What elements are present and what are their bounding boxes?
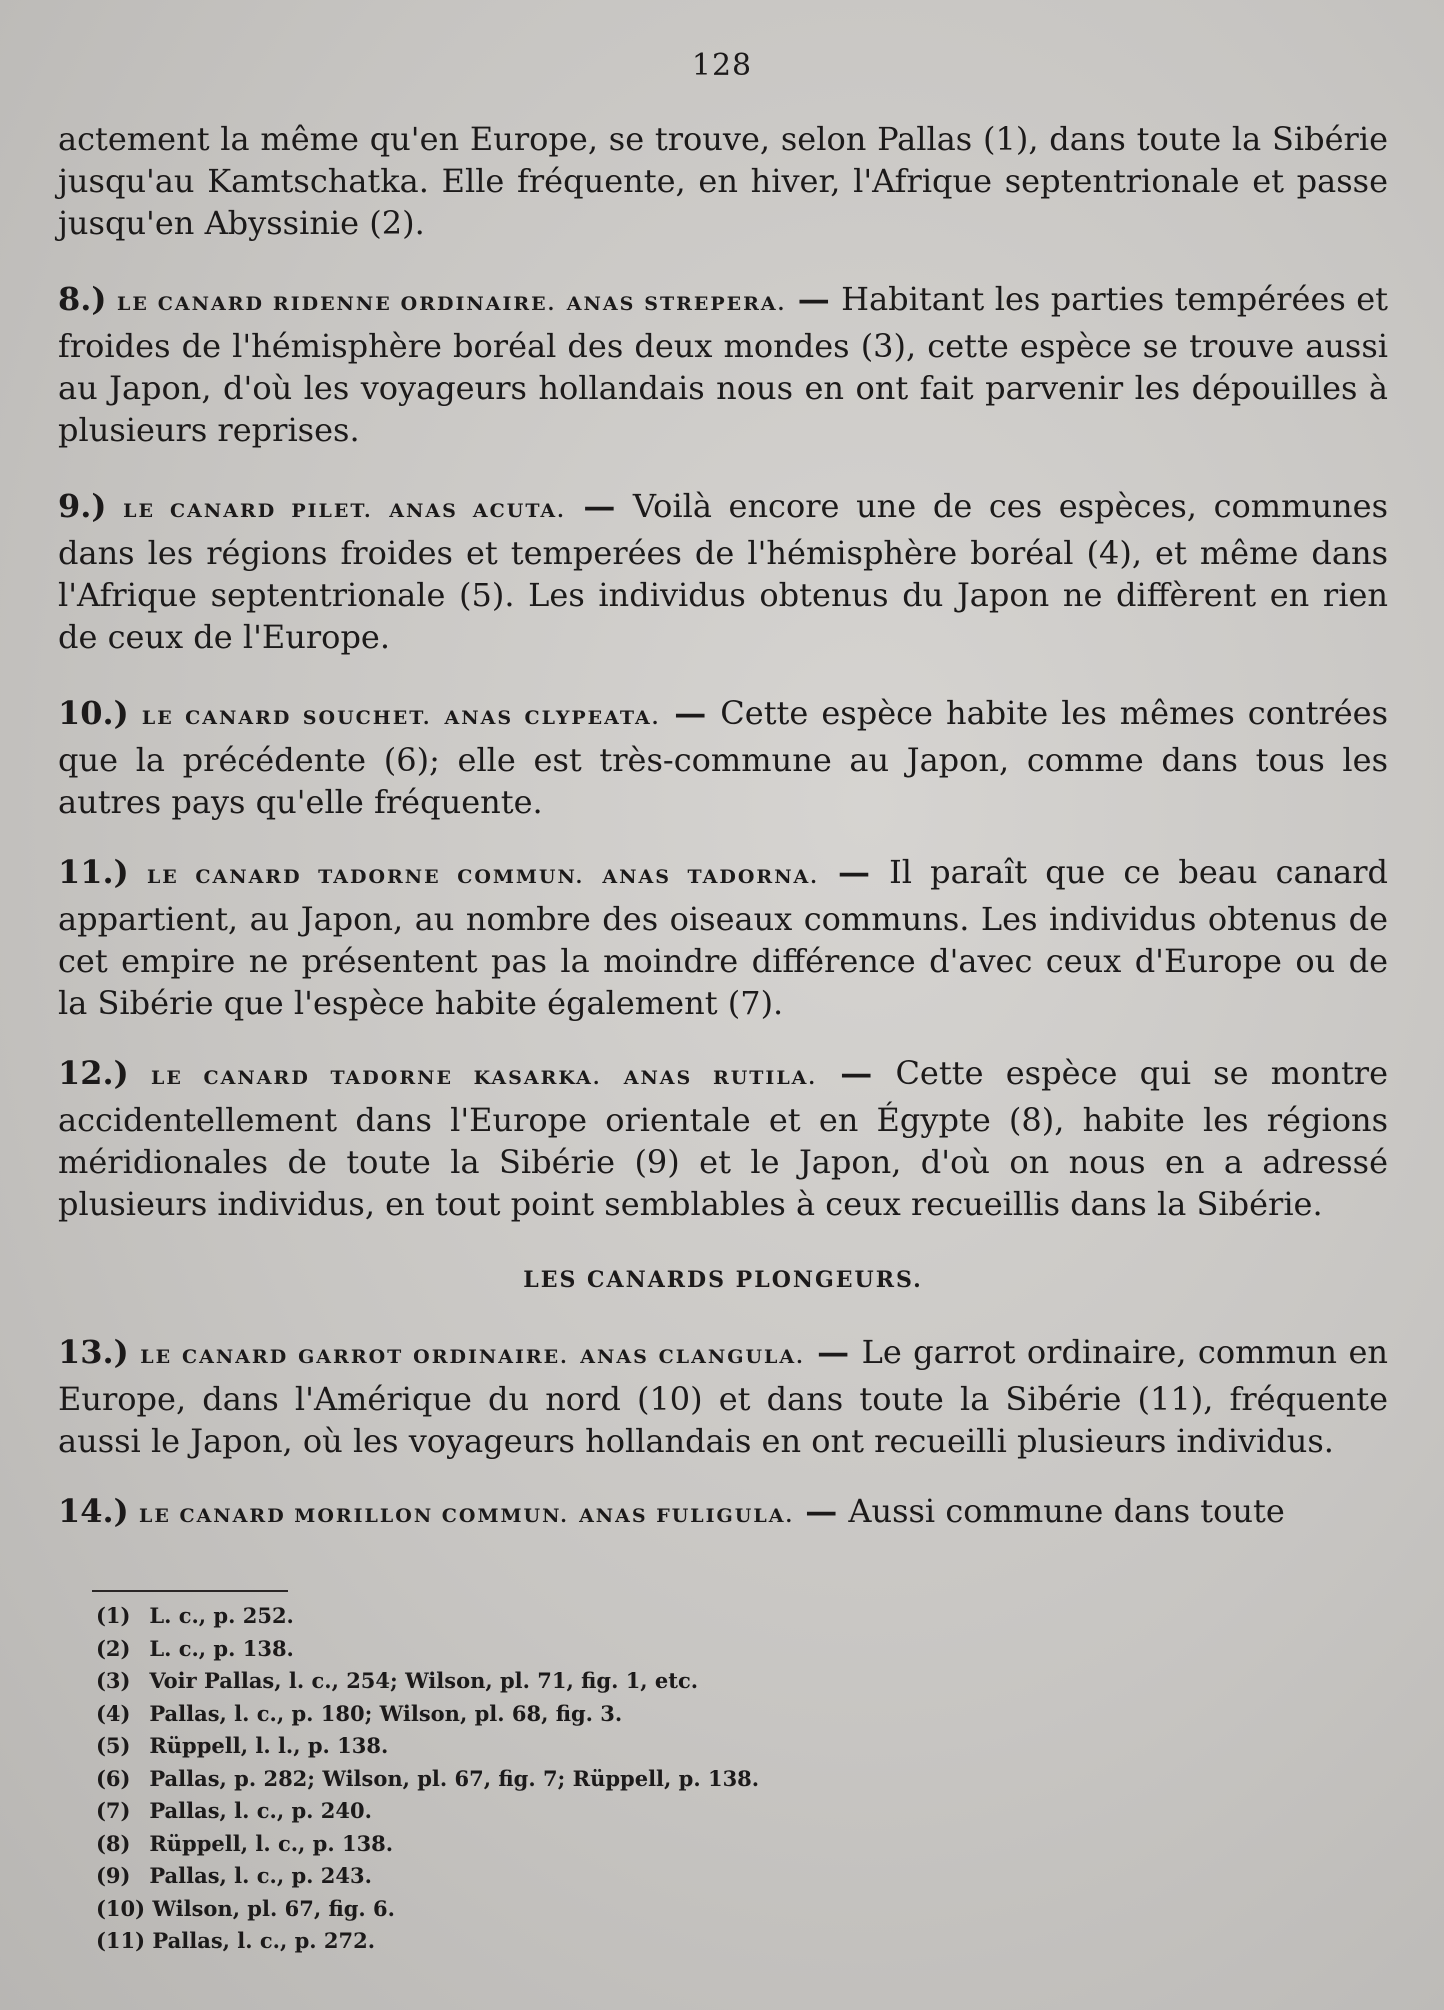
- footnote-number: (8): [96, 1830, 131, 1856]
- species-entry-14: [58, 1490, 1388, 1537]
- species-name: LE CANARD GARROT ORDINAIRE.: [140, 1346, 569, 1368]
- paragraph-text: Cette espèce habite les mêmes contrées que la précédente (6); elle est très-commune au Japon, comme dans tous les autres pays qu'elle fréquente.: [58, 694, 1389, 821]
- footnote: [96, 1925, 996, 1958]
- dash: —: [794, 1492, 849, 1530]
- species-entry-13: [58, 1331, 1388, 1462]
- footnotes: [96, 1600, 996, 1958]
- entry-number: 8.): [58, 280, 107, 318]
- footnote-number: (3): [96, 1668, 131, 1693]
- paragraph-text: Voilà encore une de ces espèces, communes dans les régions froides et temperées de l'hémisphère boréal (4), et même dans l'Afrique septentrionale (5). Les individus obtenus du Japon ne diffèrent en rien de ceux de l'Europe.: [58, 487, 1389, 656]
- footnote-text: Pallas, l. c., p. 180; Wilson, pl. 68, fig. 3.: [149, 1700, 623, 1726]
- latin-name: ANAS CLANGULA.: [580, 1346, 805, 1368]
- species-entry-8: [58, 278, 1388, 451]
- species-entry-11: [58, 851, 1388, 1024]
- footnote-number: (4): [96, 1700, 131, 1726]
- footnote-number: (10): [96, 1895, 146, 1921]
- main-text: [58, 118, 1388, 1537]
- entry-number: 12.): [58, 1054, 129, 1092]
- dash: —: [817, 1054, 896, 1092]
- latin-name: ANAS CLYPEATA.: [444, 707, 661, 729]
- species-name: LE CANARD TADORNE COMMUN.: [146, 866, 585, 888]
- species-name: LE CANARD TADORNE KASARKA.: [151, 1067, 602, 1089]
- footnote-text: L. c., p. 138.: [149, 1635, 294, 1661]
- footnote: [96, 1698, 996, 1731]
- footnote: [96, 1730, 996, 1763]
- footnote-rule: [92, 1590, 288, 1592]
- footnote-text: Pallas, l. c., p. 272.: [152, 1928, 376, 1953]
- entry-number: 11.): [58, 853, 129, 891]
- species-name: LE CANARD SOUCHET.: [141, 707, 432, 729]
- paragraph-text: Cette espèce qui se montre accidentellement dans l'Europe orientale et en Égypte (8), habite les régions méridionales de toute la Sibérie (9) et le Japon, d'où on nous en a adressé plusieurs individus, en tout point semblables à ceux recueillis dans la Sibérie.: [58, 1054, 1389, 1223]
- footnote-text: Pallas, l. c., p. 240.: [149, 1798, 372, 1823]
- species-entry-12: [58, 1052, 1388, 1225]
- paragraph-text: Il paraît que ce beau canard appartient, au Japon, au nombre des oiseaux communs. Les individus obtenus de cet empire ne présentent pas la moindre différence d'avec ceux d'Europe ou de la Sibérie que l'espèce habite également (7).: [58, 853, 1389, 1022]
- species-entry-9: [58, 485, 1388, 658]
- paragraph-text: actement la même qu'en Europe, se trouve, selon Pallas (1), dans toute la Sibérie jusqu'au Kamtschatka. Elle fréquente, en hiver, l'Afrique septentrionale et passe jusqu'en Abyssinie (2).: [58, 120, 1388, 242]
- dash: —: [786, 280, 842, 318]
- footnote: [96, 1795, 996, 1828]
- footnote: [96, 1828, 996, 1861]
- species-name: LE CANARD PILET.: [123, 500, 373, 522]
- dash: —: [818, 853, 890, 891]
- latin-name: ANAS ACUTA.: [389, 500, 566, 522]
- footnote-text: Wilson, pl. 67, fig. 6.: [152, 1895, 395, 1921]
- species-name: LE CANARD RIDENNE ORDINAIRE.: [117, 293, 557, 315]
- paragraph-text: Aussi commune dans toute: [848, 1492, 1285, 1530]
- footnote-text: Rüppell, l. l., p. 138.: [149, 1733, 389, 1758]
- footnote-text: Pallas, p. 282; Wilson, pl. 67, fig. 7; Rüppell, p. 138.: [149, 1765, 760, 1791]
- footnote-text: Voir Pallas, l. c., 254; Wilson, pl. 71, fig. 1, etc.: [149, 1668, 699, 1693]
- paragraph-continuation: [58, 118, 1388, 244]
- footnote-number: (5): [96, 1733, 131, 1758]
- entry-number: 10.): [58, 694, 129, 732]
- entry-number: 9.): [58, 487, 107, 525]
- entry-number: 13.): [58, 1333, 129, 1371]
- footnote-text: L. c., p. 252.: [149, 1603, 294, 1628]
- footnote-number: (6): [96, 1765, 131, 1791]
- species-name: LE CANARD MORILLON COMMUN.: [138, 1505, 569, 1527]
- footnote-number: (2): [96, 1635, 131, 1661]
- footnote-number: (1): [96, 1603, 131, 1628]
- footnote-number: (7): [96, 1798, 131, 1823]
- species-entry-10: [58, 692, 1388, 823]
- paragraph-text: Le garrot ordinaire, commun en Europe, dans l'Amérique du nord (10) et dans toute la Sibérie (11), fréquente aussi le Japon, où les voyageurs hollandais en ont recueilli plusieurs individus.: [58, 1333, 1388, 1460]
- latin-name: ANAS RUTILA.: [623, 1067, 818, 1089]
- footnote: [96, 1633, 996, 1666]
- latin-name: ANAS FULIGULA.: [579, 1505, 795, 1527]
- footnote-number: (9): [96, 1863, 131, 1888]
- page-number: 128: [691, 48, 753, 83]
- section-heading: LES CANARDS PLONGEURS.: [523, 1267, 923, 1293]
- footnote-text: Rüppell, l. c., p. 138.: [149, 1830, 394, 1856]
- dash: —: [660, 694, 721, 732]
- footnote: [96, 1600, 996, 1633]
- footnote-text: Pallas, l. c., p. 243.: [149, 1863, 372, 1888]
- dash: —: [565, 487, 633, 525]
- footnote: [96, 1665, 996, 1698]
- footnote: [96, 1763, 996, 1796]
- footnote-number: (11): [96, 1928, 146, 1953]
- latin-name: ANAS STREPERA.: [566, 293, 787, 315]
- footnote: [96, 1893, 996, 1926]
- entry-number: 14.): [58, 1492, 129, 1530]
- paragraph-text: Habitant les parties tempérées et froides de l'hémisphère boréal des deux mondes (3), cette espèce se trouve aussi au Japon, d'où les voyageurs hollandais nous en ont fait parvenir les dépouilles à plusieurs reprises.: [58, 280, 1388, 449]
- dash: —: [804, 1333, 862, 1371]
- footnote: [96, 1860, 996, 1893]
- latin-name: ANAS TADORNA.: [602, 866, 819, 888]
